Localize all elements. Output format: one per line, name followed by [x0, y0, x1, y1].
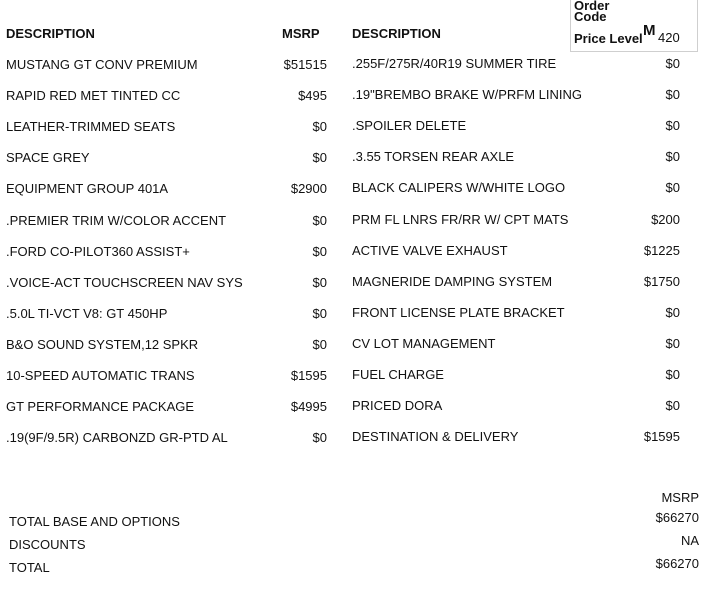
left-row-msrp: $1595 [290, 368, 327, 383]
summary-row-label: TOTAL BASE AND OPTIONS [9, 514, 180, 529]
left-row-description: .19(9F/9.5R) CARBONZD GR-PTD AL [6, 430, 228, 445]
left-row-msrp: $0 [312, 306, 327, 321]
right-row-msrp: $0 [665, 149, 680, 164]
left-row-msrp: $0 [312, 430, 327, 445]
right-row-msrp: $0 [665, 180, 680, 195]
left-row-msrp: $0 [312, 119, 327, 134]
left-row-description: .VOICE-ACT TOUCHSCREEN NAV SYS [6, 275, 243, 290]
right-row-msrp: $0 [665, 398, 680, 413]
right-row-msrp: $0 [665, 367, 680, 382]
right-row-description: DESTINATION & DELIVERY [352, 429, 519, 444]
left-row-msrp: $0 [312, 213, 327, 228]
left-row-description: LEATHER-TRIMMED SEATS [6, 119, 176, 134]
left-row-msrp: $51515 [283, 57, 327, 72]
price-summary [0, 480, 703, 580]
order-code-label-cut: Code [574, 9, 607, 24]
right-row-description: MAGNERIDE DAMPING SYSTEM [352, 274, 553, 289]
right-description-header: DESCRIPTION [352, 26, 441, 41]
left-row-description: MUSTANG GT CONV PREMIUM [6, 57, 198, 72]
price-level-label: Price Level [574, 31, 643, 46]
right-row-description: FUEL CHARGE [352, 367, 444, 382]
summary-row-label: DISCOUNTS [9, 537, 86, 552]
summary-row-value: $66270 [655, 510, 699, 525]
summary-row-value: $66270 [655, 556, 699, 571]
left-row-description: .5.0L TI-VCT V8: GT 450HP [6, 306, 168, 321]
right-row-description: CV LOT MANAGEMENT [352, 336, 496, 351]
left-row-description: .FORD CO-PILOT360 ASSIST+ [6, 244, 190, 259]
left-row-description: SPACE GREY [6, 150, 90, 165]
order-code-label: Order [574, 0, 610, 13]
right-row-description: ACTIVE VALVE EXHAUST [352, 243, 508, 258]
right-row-msrp: $0 [665, 336, 680, 351]
right-row-msrp: $0 [665, 87, 680, 102]
left-description-header: DESCRIPTION [6, 26, 95, 41]
right-row-msrp: $0 [665, 118, 680, 133]
left-row-msrp: $0 [312, 337, 327, 352]
right-row-msrp: $0 [665, 56, 680, 71]
right-row-description: .3.55 TORSEN REAR AXLE [352, 149, 515, 164]
right-row-description: PRICED DORA [352, 398, 443, 413]
right-row-description: BLACK CALIPERS W/WHITE LOGO [352, 180, 566, 195]
right-row-description: .19"BREMBO BRAKE W/PRFM LINING [352, 87, 582, 102]
right-row-msrp: $1750 [643, 274, 680, 289]
right-row-description: .255F/275R/40R19 SUMMER TIRE [352, 56, 557, 71]
summary-row-value: NA [680, 533, 699, 548]
summary-msrp-header: MSRP [661, 490, 699, 505]
left-row-msrp: $495 [298, 88, 327, 103]
right-row-msrp: $1225 [643, 243, 680, 258]
left-msrp-header: MSRP [282, 26, 320, 41]
right-row-msrp: $0 [665, 305, 680, 320]
left-row-msrp: $0 [312, 150, 327, 165]
right-row-description: PRM FL LNRS FR/RR W/ CPT MATS [352, 212, 569, 227]
right-row-description: FRONT LICENSE PLATE BRACKET [352, 305, 565, 320]
left-row-description: 10-SPEED AUTOMATIC TRANS [6, 368, 195, 383]
summary-row-label: TOTAL [9, 560, 50, 575]
right-row-msrp: $1595 [643, 429, 680, 444]
left-row-msrp: $4995 [290, 399, 327, 414]
left-row-msrp: $2900 [290, 181, 327, 196]
left-row-description: B&O SOUND SYSTEM,12 SPKR [6, 337, 199, 352]
right-row-description: .SPOILER DELETE [352, 118, 467, 133]
left-row-description: GT PERFORMANCE PACKAGE [6, 399, 195, 414]
left-row-description: RAPID RED MET TINTED CC [6, 88, 181, 103]
right-row-msrp: $200 [651, 212, 680, 227]
price-level-mark: M [643, 22, 656, 39]
left-row-description: .PREMIER TRIM W/COLOR ACCENT [6, 213, 227, 228]
left-row-msrp: $0 [312, 244, 327, 259]
price-level-value: 420 [658, 30, 680, 45]
left-row-description: EQUIPMENT GROUP 401A [6, 181, 169, 196]
left-row-msrp: $0 [312, 275, 327, 290]
